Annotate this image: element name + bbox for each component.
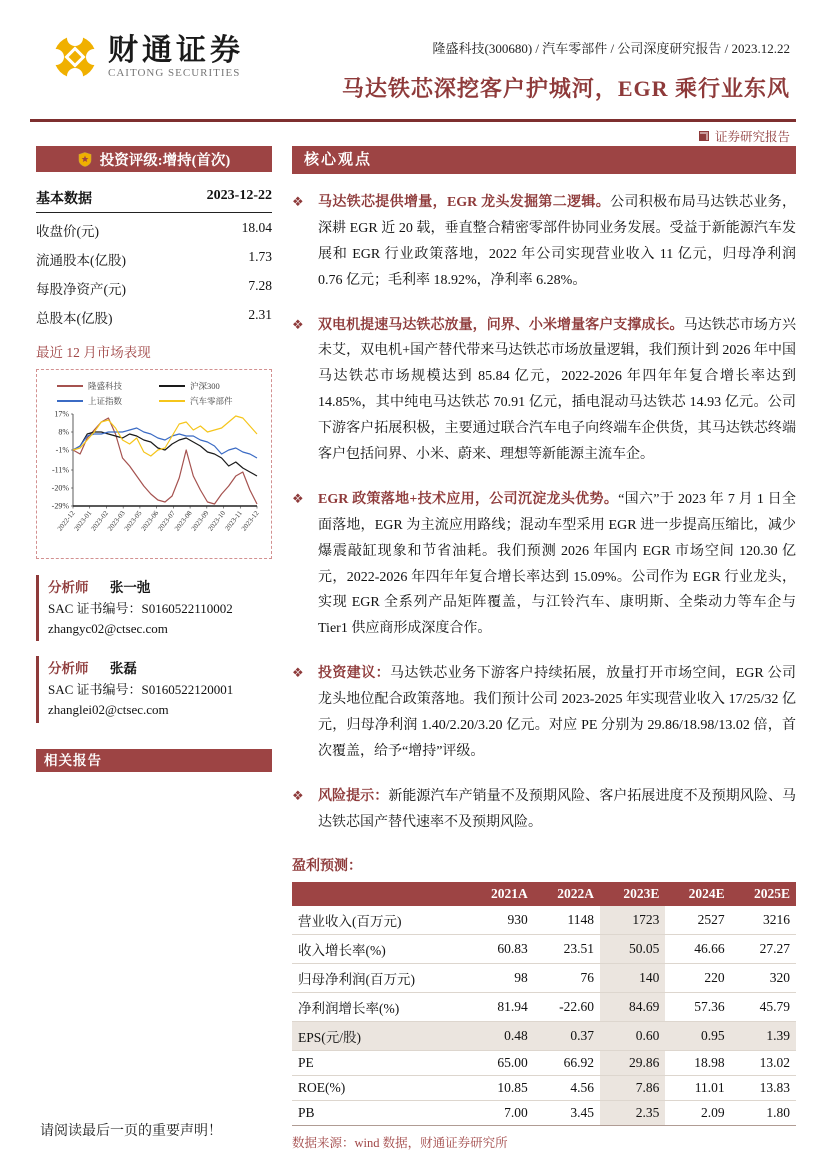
report-tag-label: 证券研究报告 [714, 130, 790, 144]
svg-text:2023-07: 2023-07 [156, 509, 177, 533]
table-cell: 2.35 [600, 1100, 665, 1125]
table-header-cell: 2022A [534, 882, 600, 906]
table-cell: 76 [534, 963, 600, 992]
diamond-bullet-icon: ❖ [292, 665, 304, 681]
svg-text:2023-09: 2023-09 [189, 509, 211, 533]
report-title: 马达铁芯深挖客户护城河，EGR 乘行业东风 [341, 76, 790, 101]
basic-data-row [36, 215, 272, 244]
basic-data-row-value: 18.04 [241, 219, 272, 235]
legend-label: 上证指数 [88, 395, 123, 406]
bullet-body: 马达铁芯业务下游客户持续拓展，放量打开市场空间，EGR 公司龙头地位配合政策落地。我们预计公司 2023-2025 年实现营业收入 17/25/32 亿元，归母净利润 1.40/2.20/3.20 亿元。对应 PE 分别为 29.86/18.98/13.02 倍，首次覆盖，给予“增持”评级。 [318, 666, 797, 759]
diamond-bullet-icon: ❖ [292, 787, 304, 803]
analyst-block [36, 656, 272, 722]
table-row [292, 934, 796, 963]
svg-text:2023-03: 2023-03 [106, 509, 127, 533]
bullet-item [292, 784, 796, 836]
brand-name-cn: 财通证券 [108, 34, 244, 68]
legend-item [57, 378, 159, 393]
analyst-name: 张磊 [109, 661, 137, 677]
svg-text:2023-10: 2023-10 [206, 509, 228, 533]
svg-text:2022-12: 2022-12 [55, 509, 77, 533]
basic-data-row-label: 每股净资产(元) [36, 281, 126, 297]
basic-data-row [36, 273, 272, 302]
table-cell: 2527 [665, 906, 730, 935]
table-cell: 18.98 [665, 1050, 730, 1075]
svg-text:8%: 8% [58, 427, 69, 437]
diamond-bullet-icon: ❖ [292, 490, 304, 506]
analyst-name: 张一弛 [109, 580, 151, 595]
badge-shield-icon [78, 152, 92, 167]
table-cell: 45.79 [731, 992, 796, 1021]
report-tag-icon [699, 131, 709, 141]
table-cell: 66.92 [534, 1050, 600, 1075]
footer-disclaimer: 请阅读最后一页的重要声明！ [40, 1124, 222, 1139]
table-cell: 84.69 [600, 992, 665, 1021]
table-header-cell: 2024E [665, 882, 730, 906]
table-cell: 2.09 [665, 1100, 730, 1125]
legend-label: 沪深300 [190, 380, 220, 391]
header-divider [30, 119, 796, 122]
caitong-emblem-icon [52, 34, 98, 80]
table-cell: 65.00 [467, 1050, 533, 1075]
basic-data-list [36, 215, 272, 331]
basic-data-row-value: 1.73 [248, 248, 272, 264]
legend-line-icon [159, 385, 185, 387]
table-cell: 81.94 [467, 992, 533, 1021]
table-cell: 0.95 [665, 1021, 730, 1050]
table-cell: 98 [467, 963, 533, 992]
svg-text:-1%: -1% [55, 445, 69, 455]
diamond-bullet-icon: ❖ [292, 194, 304, 209]
basic-data-row [36, 302, 272, 331]
rating-banner-label: 投资评级:增持(首次) [99, 152, 231, 169]
table-cell: 13.02 [731, 1050, 796, 1075]
bullet-body: 马达铁芯市场方兴未艾，双电机+国产替代带来马达铁芯市场放量逻辑，我们预计到 2026 年中国马达铁芯市场规模达到 85.84 亿元，2022-2026 年四年年复合增长率达到 14.85%，其中纯电马达铁芯 70.91 亿元，插电混动马达铁芯 14.93 亿元。公司下游客户拓展积极，主要通过联合汽车电子向终端车企供货，其马达铁芯终端客户包括问界、小米、蔚来、理想等新能源主流车企。 [318, 317, 797, 463]
legend-item [159, 393, 261, 408]
table-cell: 0.37 [534, 1021, 600, 1050]
core-views-list [292, 190, 796, 836]
svg-text:2023-12: 2023-12 [239, 509, 261, 533]
table-cell: 3.45 [534, 1100, 600, 1125]
svg-text:-11%: -11% [51, 465, 69, 475]
bullet-lead: 双电机提速马达铁芯放量，问界、小米增量客户支撑成长。 [318, 317, 684, 333]
basic-data-date: 2023-12-22 [206, 188, 272, 203]
sidebar [36, 146, 272, 1151]
table-cell: 13.83 [731, 1075, 796, 1100]
table-cell: 320 [731, 963, 796, 992]
basic-data-row [36, 244, 272, 273]
analysts-section [36, 575, 272, 723]
analyst-sac: SAC 证书编号：S0160522110002 [48, 601, 233, 616]
bullet-item [292, 661, 796, 765]
performance-chart [36, 369, 272, 559]
basic-data-row-label: 收盘价(元) [36, 223, 99, 239]
table-cell: 3216 [731, 906, 796, 935]
rating-banner [36, 146, 272, 172]
table-cell: 10.85 [467, 1075, 533, 1100]
table-row [292, 906, 796, 935]
analyst-role: 分析师 [48, 661, 89, 677]
bullet-body: 新能源汽车产销量不及预期风险、客户拓展进度不及预期风险、马达铁芯国产替代速率不及预期风险。 [318, 788, 797, 830]
basic-data-row-value: 2.31 [248, 306, 272, 322]
table-cell: 0.60 [600, 1021, 665, 1050]
forecast-label: 盈利预测： [292, 858, 362, 874]
table-cell: 1.80 [731, 1100, 796, 1125]
table-row-label: EPS(元/股) [292, 1021, 467, 1050]
table-row [292, 1050, 796, 1075]
series-line-隆盛科技 [73, 418, 257, 504]
brand-logo [52, 34, 244, 80]
svg-text:2023-02: 2023-02 [89, 509, 111, 533]
bullet-lead: 风险提示： [318, 788, 389, 804]
legend-label: 隆盛科技 [88, 380, 123, 391]
table-row [292, 1075, 796, 1100]
diamond-bullet-icon: ❖ [292, 316, 304, 332]
svg-text:-20%: -20% [51, 483, 69, 493]
table-cell: 29.86 [600, 1050, 665, 1075]
table-cell: 23.51 [534, 934, 600, 963]
forecast-table [292, 882, 796, 1126]
svg-text:2023-05: 2023-05 [122, 509, 144, 533]
series-line-沪深300 [73, 432, 257, 476]
svg-text:2023-11: 2023-11 [223, 509, 244, 533]
line-chart [43, 410, 265, 554]
svg-text:2023-06: 2023-06 [139, 509, 161, 533]
legend-line-icon [57, 385, 83, 387]
related-reports-banner: 相关报告 [36, 749, 272, 772]
basic-data-header [36, 188, 272, 213]
svg-text:2023-01: 2023-01 [72, 509, 94, 533]
bullet-lead: EGR 政策落地+技术应用，公司沉淀龙头优势。 [318, 491, 619, 507]
table-row-label: ROE(%) [292, 1075, 467, 1100]
svg-text:17%: 17% [54, 410, 69, 419]
basic-data-row-label: 总股本(亿股) [36, 310, 113, 326]
core-views-banner: 核心观点 [292, 146, 796, 174]
table-cell: 220 [665, 963, 730, 992]
table-cell: 1148 [534, 906, 600, 935]
table-cell: 11.01 [665, 1075, 730, 1100]
legend-line-icon [57, 400, 83, 402]
table-cell: 7.86 [600, 1075, 665, 1100]
table-row [292, 992, 796, 1021]
chart-legend [43, 378, 265, 410]
bullet-lead: 投资建议： [318, 666, 391, 682]
table-header-cell [292, 882, 467, 906]
table-cell: 60.83 [467, 934, 533, 963]
basic-data-row-label: 流通股本(亿股) [36, 252, 126, 268]
table-cell: 1.39 [731, 1021, 796, 1050]
bullet-body: “国六”于 2023 年 7 月 1 日全面落地，EGR 为主流应用路线；混动车型采用 EGR 进一步提高压缩比，减少爆震敲缸现象和节省油耗。我们预测 2026 年国内 EGR 市场空间 120.30 亿元，2022-2026 年四年年复合增长率达到 15.09%。公司作为 EGR 行业龙头，实现 EGR 全系列产品矩阵覆盖，与江铃汽车、康明斯、全柴动力等车企与 Tier1 供应商形成深度合作。 [318, 491, 796, 637]
svg-text:2023-08: 2023-08 [172, 509, 194, 533]
table-row-label: 营业收入(百万元) [292, 906, 467, 935]
report-meta: 隆盛科技(300680) / 汽车零部件 / 公司深度研究报告 / 2023.12.22 [432, 41, 790, 56]
market-performance-label: 最近 12 月市场表现 [36, 345, 151, 360]
bullet-lead: 马达铁芯提供增量，EGR 龙头发掘第二逻辑。 [318, 195, 611, 210]
table-cell: 0.48 [467, 1021, 533, 1050]
basic-data-heading: 基本数据 [36, 192, 92, 207]
bullet-item [292, 313, 796, 468]
table-row-label: PB [292, 1100, 467, 1125]
svg-text:-29%: -29% [51, 501, 69, 511]
brand-name-en: CAITONG SECURITIES [108, 66, 241, 79]
table-cell: 50.05 [600, 934, 665, 963]
main-content [292, 146, 796, 1151]
table-row [292, 1021, 796, 1050]
legend-line-icon [159, 400, 185, 402]
table-cell: 1723 [600, 906, 665, 935]
legend-item [57, 393, 159, 408]
legend-item [159, 378, 261, 393]
bullet-item [292, 190, 796, 294]
table-header-cell: 2025E [731, 882, 796, 906]
table-row [292, 1100, 796, 1125]
report-tag [699, 127, 790, 145]
table-cell: 7.00 [467, 1100, 533, 1125]
table-header-cell: 2023E [600, 882, 665, 906]
table-row-label: 净利润增长率(%) [292, 992, 467, 1021]
table-cell: 930 [467, 906, 533, 935]
table-cell: 140 [600, 963, 665, 992]
analyst-role: 分析师 [48, 580, 89, 595]
table-cell: 57.36 [665, 992, 730, 1021]
bullet-body: 公司积极布局马达铁芯业务，深耕 EGR 近 20 载，垂直整合精密零部件协同业务发展。受益于新能源汽车发展和 EGR 行业政策落地，2022 年公司实现营业收入 11 亿元，归母净利润 0.76 亿元；毛利率 18.92%，净利率 6.28%。 [318, 195, 796, 288]
basic-data-row-value: 7.28 [248, 277, 272, 293]
table-header-row [292, 882, 796, 906]
table-cell: -22.60 [534, 992, 600, 1021]
table-source: 数据来源：wind 数据，财通证券研究所 [292, 1135, 508, 1150]
table-row-label: 收入增长率(%) [292, 934, 467, 963]
analyst-sac: SAC 证书编号：S0160522120001 [48, 682, 234, 698]
table-cell: 4.56 [534, 1075, 600, 1100]
table-header-cell: 2021A [467, 882, 533, 906]
table-row [292, 963, 796, 992]
table-row-label: 归母净利润(百万元) [292, 963, 467, 992]
bullet-item [292, 487, 796, 642]
table-cell: 46.66 [665, 934, 730, 963]
analyst-email: zhanglei02@ctsec.com [48, 702, 169, 718]
table-row-label: PE [292, 1050, 467, 1075]
analyst-block [36, 575, 272, 641]
table-cell: 27.27 [731, 934, 796, 963]
legend-label: 汽车零部件 [190, 395, 233, 406]
analyst-email: zhangyc02@ctsec.com [48, 621, 168, 637]
